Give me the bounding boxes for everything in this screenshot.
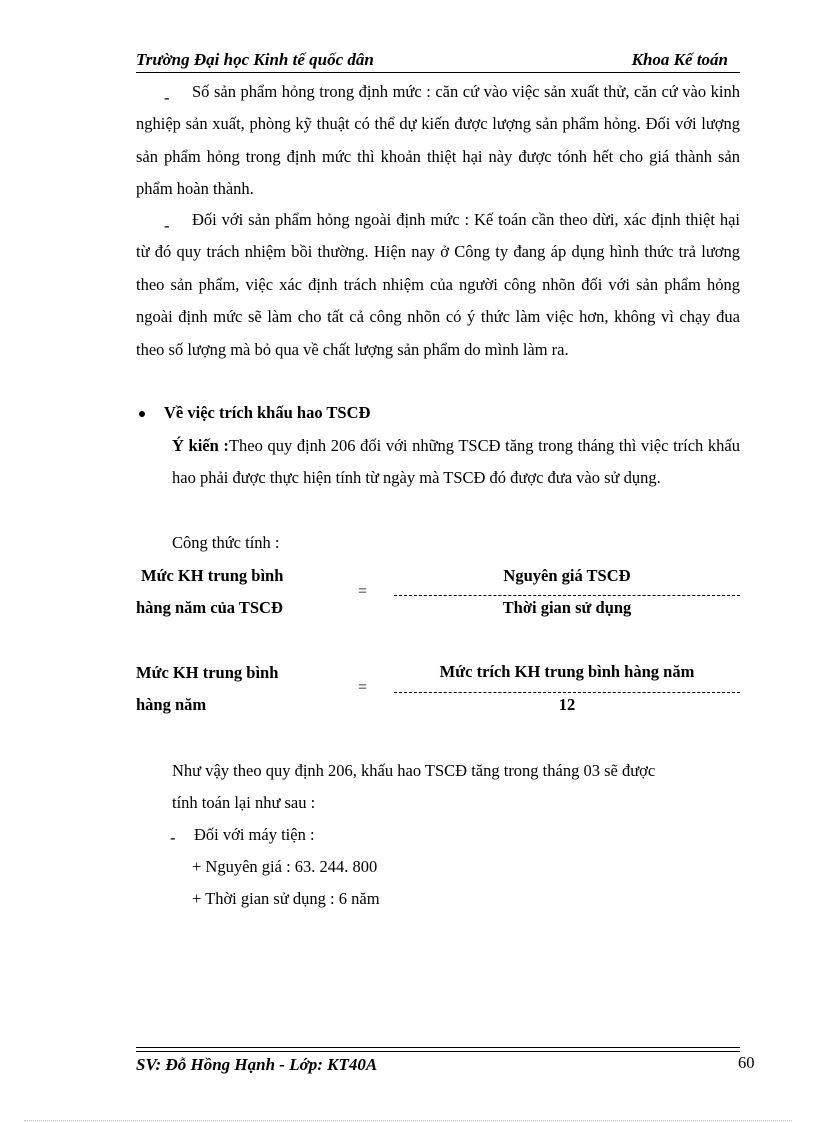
section-heading-depreciation: Về việc trích khấu hao TSCĐ xyxy=(164,403,371,422)
opinion-label: Ý kiến : xyxy=(172,436,229,455)
formula2-denominator: 12 xyxy=(558,695,576,714)
opinion-text: Theo quy định 206 đối với những TSCĐ tăng trong tháng thì việc trích khấu hao phải được thực hiện tính từ ngày mà TSCĐ đó được đưa vào sử dụng. xyxy=(172,436,741,488)
after-line2: tính toán lại như sau : xyxy=(172,793,316,812)
page-bottom-border xyxy=(24,1120,792,1121)
formula1-fraction-bar xyxy=(394,595,740,596)
formula2-numerator: Mức trích KH trung bình hàng năm xyxy=(439,662,695,681)
paragraph-defective-in-norm: Số sản phẩm hỏng trong định mức : căn cứ vào việc sản xuất thử, căn cứ vào kinh nghiệp sản xuất, phòng kỹ thuật có thể dự kiến được lượng sản phẩm hỏng. Đối với lượng sản phẩm hỏng trong định mức thì khoản thiệt hại này được tónh hết cho giá thành sản phẩm hoàn thành. xyxy=(136,82,740,199)
dash-marker: - xyxy=(164,88,170,107)
formula2-fraction-bar xyxy=(394,692,740,693)
original-cost-line: + Nguyên giá : 63. 244. 800 xyxy=(192,857,378,876)
header-faculty: Khoa Kế toán xyxy=(631,50,728,69)
footer-rule-top xyxy=(136,1047,740,1048)
formula2-left-line1: Mức KH trung bình xyxy=(136,663,279,682)
formula1-equals: = xyxy=(358,583,368,600)
bullet-icon xyxy=(139,411,145,417)
formula1-numerator: Nguyên giá TSCĐ xyxy=(503,566,631,585)
page-number: 60 xyxy=(738,1053,755,1072)
after-line1: Như vậy theo quy định 206, khấu hao TSCĐ tăng trong tháng 03 sẽ được xyxy=(172,761,656,780)
footer-rule-bottom xyxy=(136,1051,740,1052)
formula1-denominator: Thời gian sử dụng xyxy=(502,598,632,617)
lathe-item: Đối với máy tiện : xyxy=(194,825,315,844)
useful-life-line: + Thời gian sử dụng : 6 năm xyxy=(192,889,380,908)
paragraph-defective-out-norm: Đối với sản phẩm hỏng ngoài định mức : Kế toán cần theo dừi, xác định thiệt hại từ đó quy trách nhiệm bồi thường. Hiện nay ở Công ty đang áp dụng hình thức trả lương theo sản phẩm, việc xác định trách nhiệm của người công nhõn đối với sản phẩm hỏng ngoài định mức sẽ làm cho tất cả công nhõn có ý thức làm việc hơn, không vì chạy đua theo số lượng mà bỏ qua về chất lượng sản phẩm do mình làm ra. xyxy=(136,210,740,359)
formula2-equals: = xyxy=(358,679,368,696)
formula2-left-line2: hàng năm xyxy=(136,695,207,714)
formula-intro: Công thức tính : xyxy=(172,533,280,552)
formula1-left-line2: hàng năm của TSCĐ xyxy=(136,598,283,617)
footer-student: SV: Đỗ Hồng Hạnh - Lớp: KT40A xyxy=(136,1055,378,1074)
opinion-paragraph xyxy=(172,430,740,495)
dash-marker: - xyxy=(170,828,176,847)
dash-marker: - xyxy=(164,216,170,235)
formula1-left-line1: Mức KH trung bình xyxy=(141,566,284,585)
page-header xyxy=(136,50,740,73)
header-university: Trường Đại học Kinh tế quốc dân xyxy=(136,50,374,69)
